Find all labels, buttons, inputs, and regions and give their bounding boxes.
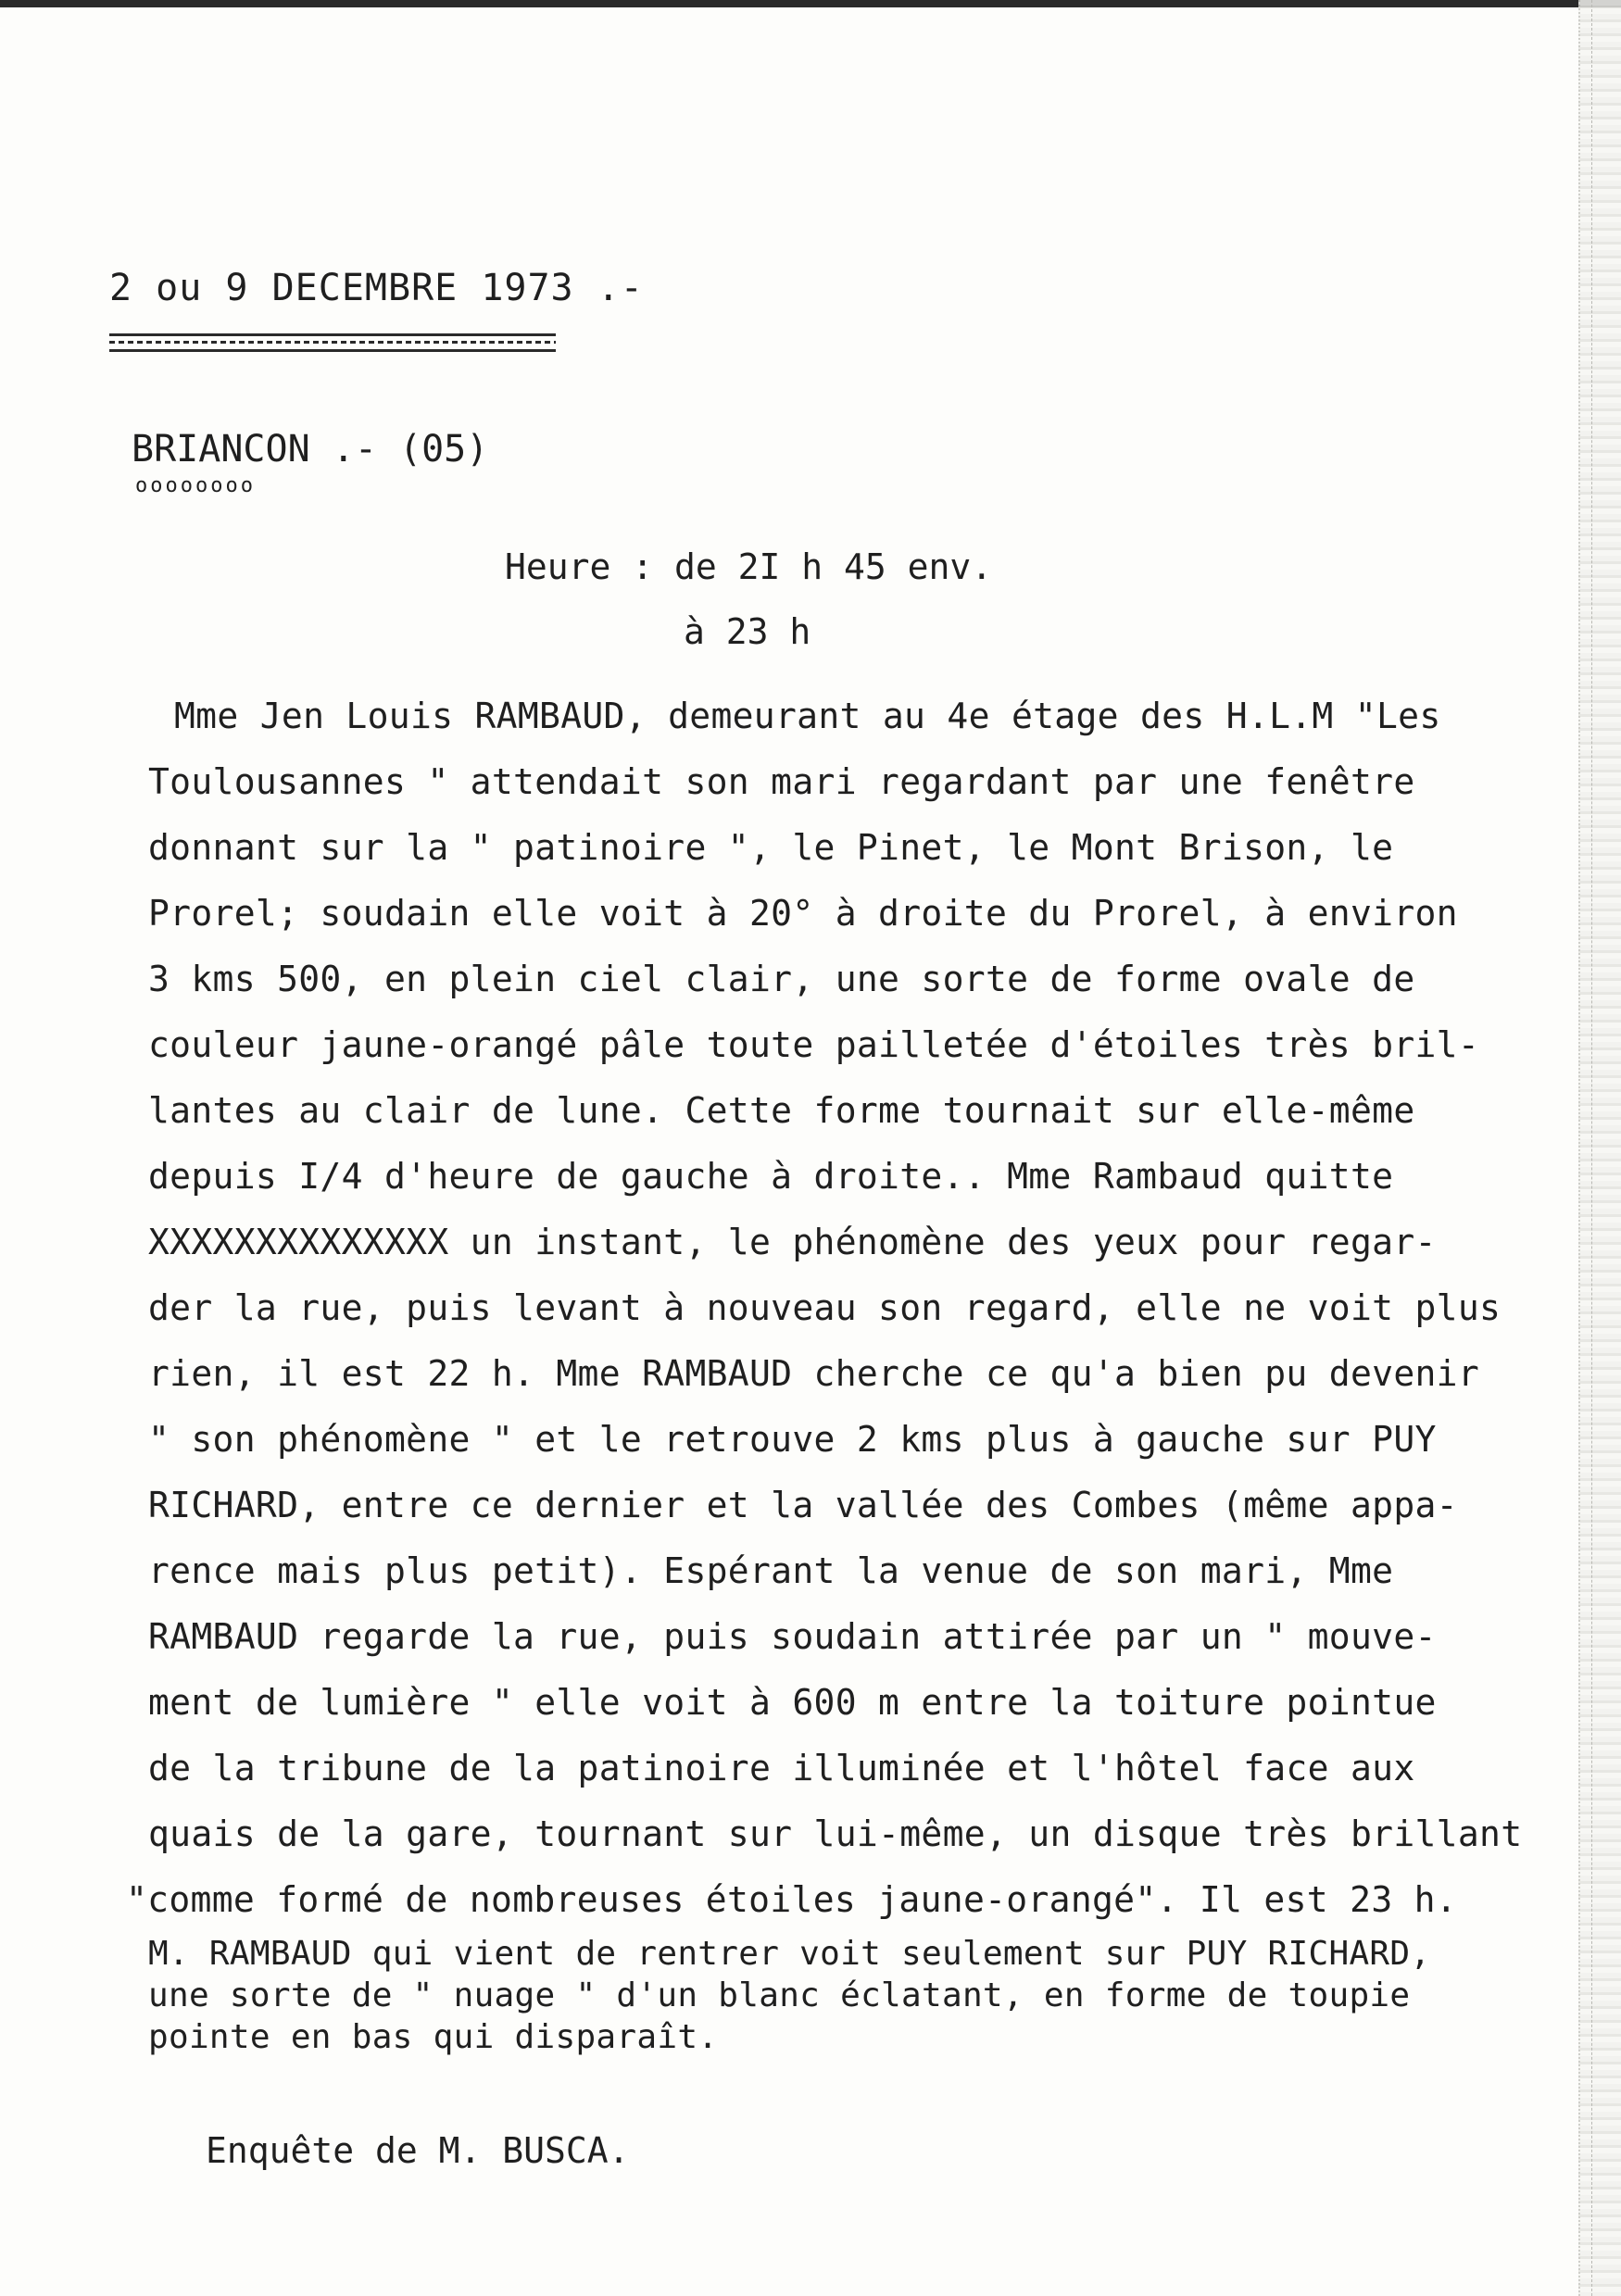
body-line: Toulousannes " attendait son mari regardant par une fenêtre bbox=[148, 761, 1415, 802]
body-line: RICHARD, entre ce dernier et la vallée des Combes (même appa- bbox=[148, 1485, 1458, 1525]
body-line: " son phénomène " et le retrouve 2 kms plus à gauche sur PUY bbox=[148, 1419, 1437, 1460]
body-line: depuis I/4 d'heure de gauche à droite.. Mme Rambaud quitte bbox=[148, 1156, 1394, 1197]
body-line: quais de la gare, tournant sur lui-même, un disque très brillant bbox=[148, 1813, 1523, 1854]
page-edge-line bbox=[1591, 0, 1593, 2296]
body-line: ment de lumière " elle voit à 600 m entre la toiture pointue bbox=[148, 1682, 1437, 1723]
time-range-end: à 23 h bbox=[684, 611, 811, 652]
investigator-signature: Enquête de M. BUSCA. bbox=[206, 2130, 630, 2171]
body-line: pointe en bas qui disparaît. bbox=[148, 2018, 719, 2056]
body-line: donnant sur la " patinoire ", le Pinet, le Mont Brison, le bbox=[148, 827, 1394, 868]
report-place: BRIANCON .- (05) bbox=[132, 428, 489, 470]
body-line: rien, il est 22 h. Mme RAMBAUD cherche ce qu'a bien pu devenir bbox=[148, 1353, 1480, 1394]
report-date: 2 ou 9 DECEMBRE 1973 .- bbox=[109, 267, 644, 309]
body-line: 3 kms 500, en plein ciel clair, une sorte de forme ovale de bbox=[148, 959, 1415, 999]
body-line: "comme formé de nombreuses étoiles jaune-orangé". Il est 23 h. bbox=[126, 1879, 1458, 1920]
report-body bbox=[126, 684, 1575, 2058]
place-underline: oooooooo bbox=[135, 474, 256, 497]
page-edge-noise bbox=[1578, 0, 1621, 2296]
body-line: de la tribune de la patinoire illuminée et l'hôtel face aux bbox=[148, 1748, 1415, 1788]
time-range-start: Heure : de 2I h 45 env. bbox=[505, 546, 993, 587]
body-line: Prorel; soudain elle voit à 20° à droite du Prorel, à environ bbox=[148, 893, 1458, 934]
body-line: rence mais plus petit). Espérant la venue de son mari, Mme bbox=[148, 1550, 1394, 1591]
body-line: XXXXXXXXXXXXXX un instant, le phénomène des yeux pour regar- bbox=[148, 1222, 1437, 1262]
top-border bbox=[0, 0, 1621, 7]
date-underline bbox=[109, 333, 556, 352]
body-line: RAMBAUD regarde la rue, puis soudain attirée par un " mouve- bbox=[148, 1616, 1437, 1657]
body-line: lantes au clair de lune. Cette forme tournait sur elle-même bbox=[148, 1090, 1415, 1131]
body-line: M. RAMBAUD qui vient de rentrer voit seulement sur PUY RICHARD, bbox=[148, 1935, 1431, 1973]
body-line: couleur jaune-orangé pâle toute pailletée d'étoiles très bril- bbox=[148, 1024, 1480, 1065]
body-line: Mme Jen Louis RAMBAUD, demeurant au 4e étage des H.L.M "Les bbox=[174, 696, 1441, 736]
body-line: der la rue, puis levant à nouveau son regard, elle ne voit plus bbox=[148, 1287, 1502, 1328]
body-line: une sorte de " nuage " d'un blanc éclatant, en forme de toupie bbox=[148, 1976, 1411, 2014]
